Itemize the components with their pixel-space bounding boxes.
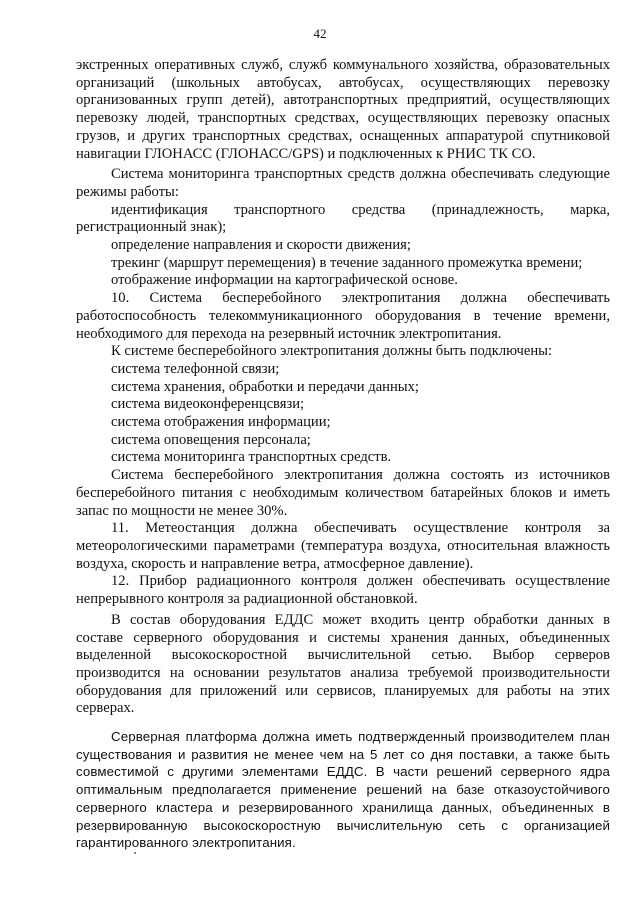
paragraph-weather-station-item-11: 11. Метеостанция должна обеспечивать осуществление контроля за метеорологическими параметрами (температура воздуха, относительная влажность воздуха, скорость и направление ветра, атмосферное давление). (76, 520, 610, 572)
paragraph-monitoring-modes: Система мониторинга транспортных средств должна обеспечивать следующие режимы работы: (76, 166, 610, 200)
page-number: 42 (313, 26, 327, 41)
list-item-info-display: система отображения информации; (111, 414, 331, 431)
list-item-vehicle-monitoring: система мониторинга транспортных средств. (111, 449, 392, 466)
paragraph-ups-connected: К системе бесперебойного электропитания должны быть подключены: (111, 343, 553, 360)
paragraph-ups-item-10: 10. Система бесперебойного электропитания должна обеспечивать работоспособность телекоммуникационного оборудования в течение времени, необходимого для перехода на резервный источник электропитания. (76, 290, 610, 342)
list-item-tracking: трекинг (маршрут перемещения) в течение заданного промежутка времени; (111, 254, 583, 271)
paragraph-server-platform: Серверная платформа должна иметь подтвержденный производителем план существования и развития не менее чем на 5 лет со дня поставки, а также быть совместимой с другими элементами ЕДДС. В части решений серверного ядра оптимальным предполагается применение решений на базе отказоустойчивого серверного кластера и резервированного хранилища данных, объединенных в резервированную высокоскоростную вычислительную сеть с организацией гарантированного электропитания. (76, 729, 610, 851)
paragraph-radiation-item-12: 12. Прибор радиационного контроля должен обеспечивать осуществление непрерывного контроля за радиационной обстановкой. (76, 573, 610, 608)
paragraph-transport-list: экстренных оперативных служб, служб коммунального хозяйства, образовательных организаций (школьных автобусах, автобусах, осуществляющих перевозку организованных групп детей), автотранспортных предприятий, осуществляющих перевозку людей, транспортных средствах, осуществляющих перевозку опасных грузов, и других транспортных средствах, оснащенных аппаратурой спутниковой навигации ГЛОНАСС (ГЛОНАСС/GPS) и подключенных к РНИС ТК СО. (76, 57, 610, 162)
list-item-direction-speed: определение направления и скорости движения; (111, 237, 411, 254)
list-item-staff-alert: система оповещения персонала; (111, 431, 311, 448)
paragraph-ups-composition: Система бесперебойного электропитания должна состоять из источников бесперебойного питания с необходимым количеством батарейных блоков и иметь запас по мощности не менее 30%. (76, 467, 610, 519)
list-item-map-display: отображение информации на картографической основе. (111, 272, 458, 289)
list-item-videoconference: система видеоконференцсвязи; (111, 396, 305, 413)
paragraph-data-center: В состав оборудования ЕДДС может входить центр обработки данных в составе серверного оборудования и системы хранения данных, объединенных выделенной высокоскоростной вычислительной сетью. Выбор серверов производится на основании результатов анализа требуемой производительности оборудования для приложений или сервисов, планируемых для работы на этих серверах. (76, 611, 610, 717)
list-item-identification: идентификация транспортного средства (принадлежность, марка, регистрационный знак); (76, 201, 610, 236)
document-body (76, 57, 610, 852)
scan-speck (134, 852, 136, 854)
list-item-telephone: система телефонной связи; (111, 360, 280, 377)
list-item-data-storage: система хранения, обработки и передачи данных; (111, 378, 419, 395)
